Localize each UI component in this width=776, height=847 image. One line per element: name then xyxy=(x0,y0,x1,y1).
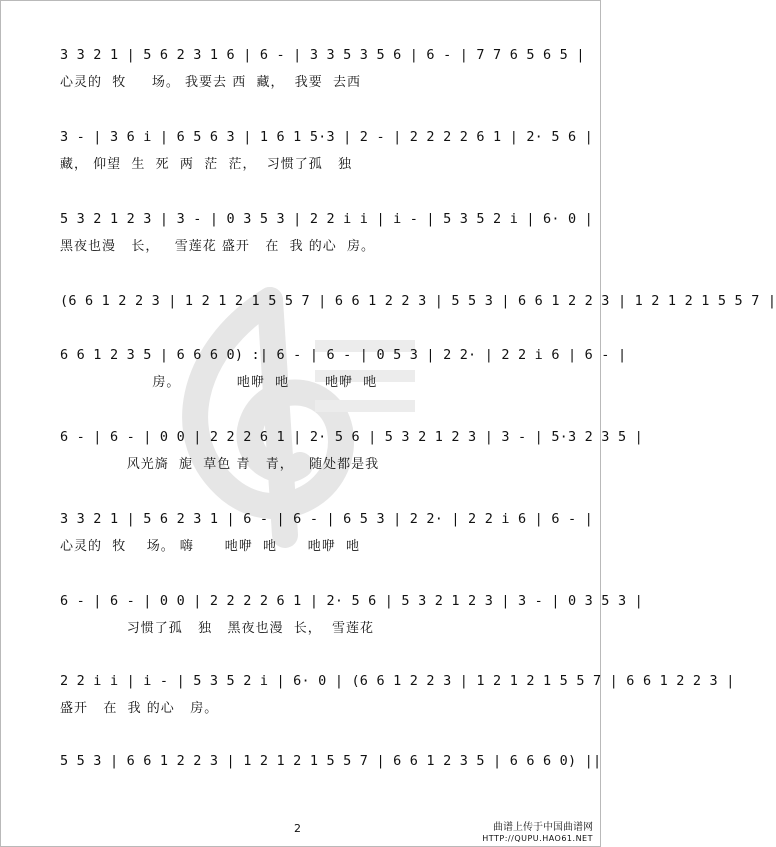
lyric-line: 黑夜也漫 长， 雪莲花 盛开 在 我 的心 房。 xyxy=(60,239,375,254)
notation-text: (6 6 1 2 2 3 | 1 2 1 2 1 5 5 7 | 6 6 1 2 2 3 | 5 5 3 | 6 6 1 2 2 3 | 1 2 1 2 1 5 5 7 | xyxy=(60,293,776,309)
notation-row xyxy=(60,210,593,228)
notation-row xyxy=(60,752,602,770)
lyric-line: 风光旖 旎 草色 青 青， 随处都是我 xyxy=(60,457,380,472)
notation-text: 6 6 1 2 3 5 | 6 6 6 0) :| 6 - | 6 - | 0 5 3 | 2 2· | 2 2 i 6 | 6 - | xyxy=(60,347,627,363)
lyric-line: 盛开 在 我 的心 房。 xyxy=(60,701,219,716)
notation-row xyxy=(60,346,627,364)
notation-row xyxy=(60,672,735,690)
lyric-line: 心灵的 牧 场。 嗨 吔咿 吔 吔咿 吔 xyxy=(60,539,361,554)
notation-text: 3 3 2 1 | 5 6 2 3 1 6 | 6 - | 3 3 5 3 5 6 | 6 - | 7 7 6 5 6 5 | xyxy=(60,47,585,63)
notation-text: 3 - | 3 6 i | 6 5 6 3 | 1 6 1 5·3 | 2 - | 2 2 2 2 6 1 | 2· 5 6 | xyxy=(60,129,593,145)
lyric-line: 藏， 仰望 生 死 两 茫 茫， 习惯了孤 独 xyxy=(60,157,353,172)
notation-text: 2 2 i i | i - | 5 3 5 2 i | 6· 0 | (6 6 1 2 2 3 | 1 2 1 2 1 5 5 7 | 6 6 1 2 2 3 | xyxy=(60,673,735,689)
site-credit xyxy=(482,822,593,844)
notation-row xyxy=(60,510,593,528)
site-name: 曲谱上传于中国曲谱网 xyxy=(493,822,593,833)
site-url: HTTP://QUPU.HAO61.NET xyxy=(482,834,593,843)
notation-row xyxy=(60,128,593,146)
notation-row xyxy=(60,428,643,446)
lyric-line: 习惯了孤 独 黑夜也漫 长， 雪莲花 xyxy=(60,621,375,636)
notation-text: 5 5 3 | 6 6 1 2 2 3 | 1 2 1 2 1 5 5 7 | 6 6 1 2 3 5 | 6 6 6 0) || xyxy=(60,753,602,769)
notation-text: 3 3 2 1 | 5 6 2 3 1 | 6 - | 6 - | 6 5 3 | 2 2· | 2 2 i 6 | 6 - | xyxy=(60,511,593,527)
notation-text: 6 - | 6 - | 0 0 | 2 2 2 2 6 1 | 2· 5 6 | 5 3 2 1 2 3 | 3 - | 0 3 5 3 | xyxy=(60,593,643,609)
notation-row xyxy=(60,292,776,310)
page-number: 2 xyxy=(294,822,301,835)
lyric-line: 房。 吔咿 吔 吔咿 吔 xyxy=(60,375,378,390)
notation-row xyxy=(60,592,643,610)
notation-text: 5 3 2 1 2 3 | 3 - | 0 3 5 3 | 2 2 i i | i - | 5 3 5 2 i | 6· 0 | xyxy=(60,211,593,227)
lyric-line: 心灵的 牧 场。 我要去 西 藏， 我要 去西 xyxy=(60,75,361,90)
notation-text: 6 - | 6 - | 0 0 | 2 2 2 6 1 | 2· 5 6 | 5 3 2 1 2 3 | 3 - | 5·3 2 3 5 | xyxy=(60,429,643,445)
notation-row xyxy=(60,46,585,64)
